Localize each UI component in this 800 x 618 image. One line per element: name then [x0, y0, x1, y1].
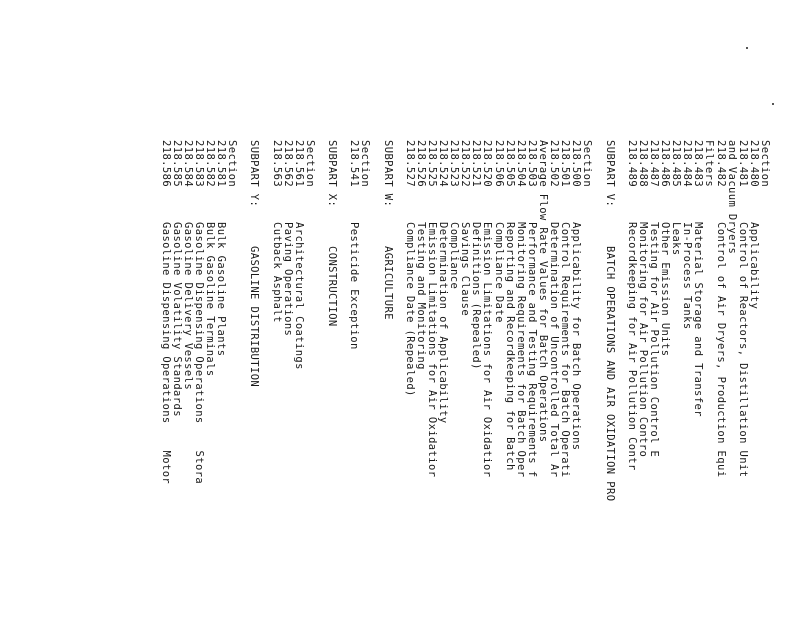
section-heading: Section — [359, 140, 372, 188]
section-number: 218.503 — [525, 140, 538, 188]
section-number: 218.581 — [215, 140, 228, 188]
subpart-label: SUBPART V: — [603, 140, 616, 208]
section-number: 218.505 — [503, 140, 516, 188]
section-title: Monitoring Requirements for Batch Oper — [514, 222, 527, 478]
section-title: Paving Operations — [281, 222, 294, 337]
section-title: Cutback Asphalt — [270, 222, 283, 323]
section-title: Architectural Coatings — [292, 222, 305, 370]
section-title: Determination of Applicability — [437, 222, 450, 424]
section-number: 218.504 — [514, 140, 527, 188]
section-number: 218.525 — [426, 140, 438, 188]
section-number: 218.483 — [692, 140, 705, 188]
section-number: and Vacuum Dryers — [725, 140, 738, 255]
section-number: 218.520 — [481, 140, 494, 188]
subpart-label: SUBPART X: — [326, 140, 339, 208]
section-number: 218.488 — [636, 140, 649, 188]
section-title: Compliance Date (Repealed) — [403, 222, 416, 397]
section-number: 218.583 — [192, 140, 205, 188]
section-title: Gasoline Dispensing Operations Stora — [192, 222, 205, 485]
subpart-title: GASOLINE DISTRIBUTION — [248, 246, 261, 388]
section-title: Compliance — [448, 222, 461, 290]
section-number: 218.481 — [736, 140, 749, 188]
subpart-title: BATCH OPERATIONS AND AIR OXIDATION PRO — [603, 246, 616, 502]
section-number: 218.480 — [747, 140, 760, 188]
section-number: 218.585 — [170, 140, 183, 188]
section-title: Leaks — [670, 222, 683, 256]
section-number: 218.500 — [570, 140, 583, 188]
section-title: Control of Air Dryers, Production Equi — [714, 222, 727, 478]
section-title: Testing and Monitoring — [414, 222, 427, 370]
section-number: Average Flow Rate Values for Batch Operations — [537, 140, 549, 443]
subpart-label: SUBPART Y: — [248, 140, 261, 208]
section-title: Bulk Gasoline Terminals — [204, 222, 216, 377]
section-title: Compliance Date — [492, 222, 505, 323]
section-number: 218.487 — [648, 140, 660, 188]
section-number: 218.584 — [181, 140, 194, 188]
subpart-label: SUBPART W: — [381, 140, 394, 208]
section-number: 218.586 — [159, 140, 172, 188]
section-heading: Section — [581, 140, 594, 188]
section-title: Other Emission Units — [659, 222, 672, 357]
section-heading: Section — [759, 140, 771, 188]
section-heading: Section — [303, 140, 316, 188]
section-number: 218.482 — [714, 140, 727, 188]
section-number: 218.524 — [437, 140, 450, 188]
section-number: 218.523 — [448, 140, 461, 188]
section-number: 218.563 — [270, 140, 283, 188]
subpart-title: CONSTRUCTION — [326, 246, 339, 327]
section-title: In-Process Tanks — [681, 222, 694, 330]
section-number: 218.582 — [204, 140, 216, 188]
section-number: 218.484 — [681, 140, 694, 188]
section-title: Control of Reactors, Distillation Unit — [736, 222, 749, 478]
section-title: Gasoline Volatility Standards — [170, 222, 183, 417]
section-title: Material Storage and Transfer — [692, 222, 705, 417]
scan-speck — [772, 103, 774, 105]
section-title: Gasoline Delivery Vessels — [181, 222, 194, 391]
section-number: 218.527 — [403, 140, 416, 188]
subpart-title: AGRICULTURE — [381, 246, 394, 320]
section-title: Control Requirements for Batch Operati — [559, 222, 572, 478]
section-number: 218.501 — [559, 140, 572, 188]
section-title: Gasoline Dispensing Operations Motor — [159, 222, 172, 485]
scan-speck — [746, 47, 748, 49]
section-title: Applicability for Batch Operations — [570, 222, 583, 451]
section-number: 218.526 — [414, 140, 427, 188]
section-number: 218.541 — [348, 140, 361, 188]
section-number: 218.485 — [670, 140, 683, 188]
section-title: Performance and Testing Requirements f — [525, 222, 538, 478]
section-number: 218.502 — [548, 140, 561, 188]
section-title: Determination of Uncontrolled Total Ar — [548, 222, 561, 478]
section-number: 218.489 — [625, 140, 638, 188]
section-title: Pesticide Exception — [348, 222, 361, 350]
section-title: Definitions (Repealed) — [470, 222, 483, 370]
section-number: 218.522 — [459, 140, 472, 188]
section-number: 218.562 — [281, 140, 294, 188]
section-title: Testing for Air Pollution Control E — [648, 222, 660, 458]
section-heading: Section — [226, 140, 239, 188]
section-title: Monitoring for Air Pollution Contro — [636, 222, 649, 458]
section-number: Filters — [703, 140, 716, 188]
section-title: Savings Clause — [459, 222, 472, 317]
section-title: Emission Limitations for Air Oxidatior — [481, 222, 494, 478]
section-title: Reporting and Recordkeeping for Batch — [503, 222, 516, 471]
section-number: 218.521 — [470, 140, 483, 188]
section-number: 218.561 — [292, 140, 305, 188]
section-title: Emission Limitations for Air Oxidatior — [426, 222, 438, 478]
section-number: 218.506 — [492, 140, 505, 188]
section-title: Applicability — [747, 222, 760, 310]
section-title: Recordkeeping for Air Pollution Contr — [625, 222, 638, 471]
section-number: 218.486 — [659, 140, 672, 188]
section-title: Bulk Gasoline Plants — [215, 222, 228, 357]
